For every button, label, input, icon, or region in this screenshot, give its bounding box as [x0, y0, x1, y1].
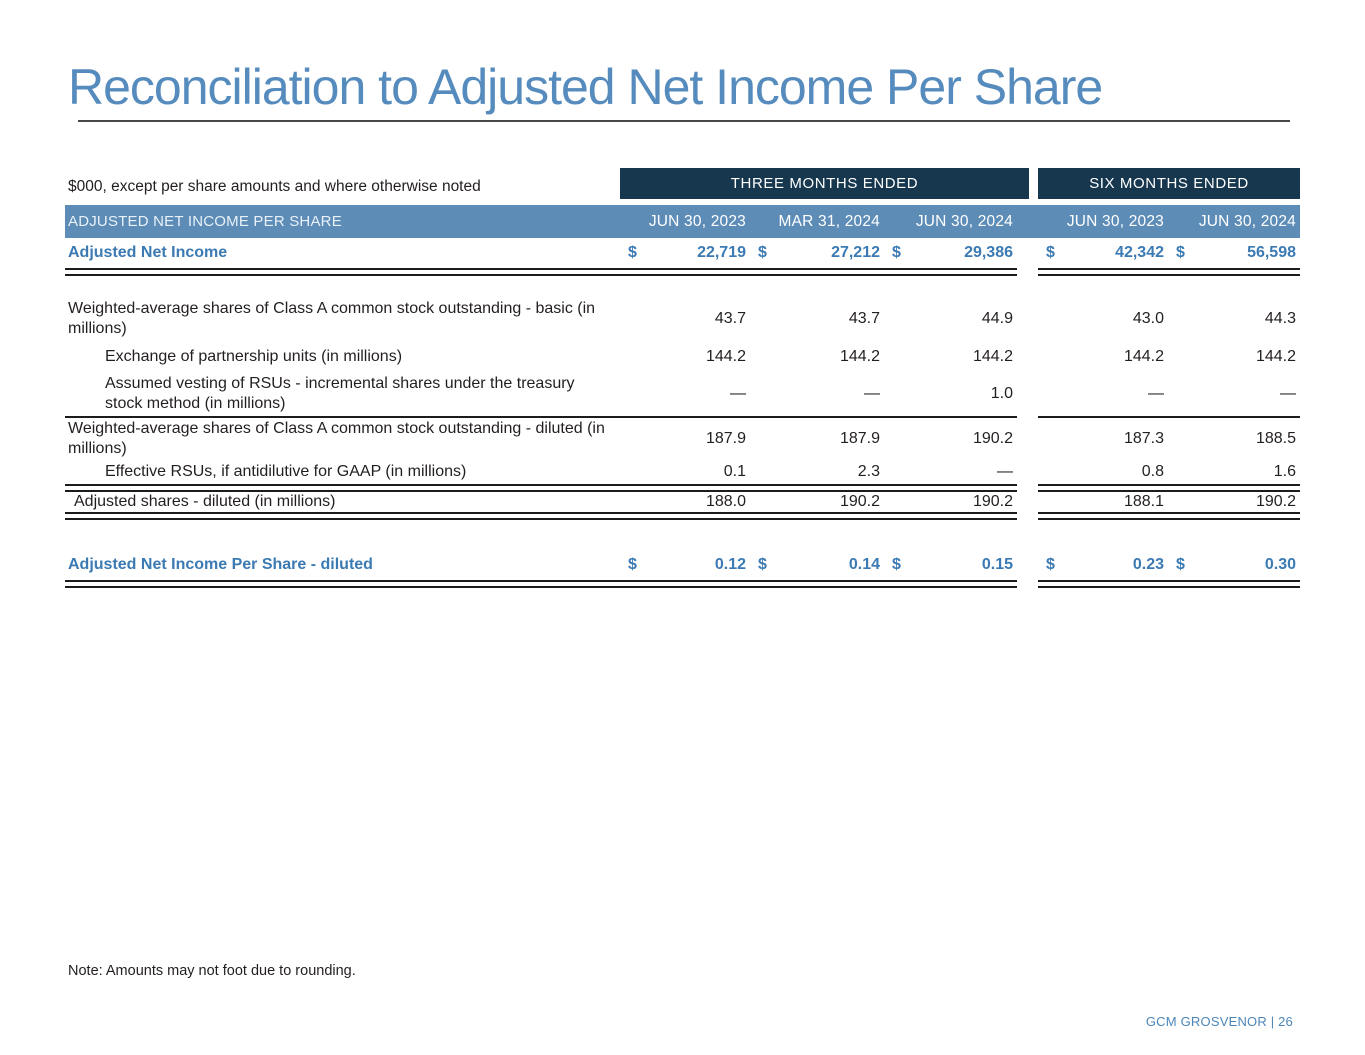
- row-label: Exchange of partnership units (in millions): [105, 347, 403, 365]
- table-cell: [620, 244, 750, 262]
- cell-value: 190.2: [839, 493, 880, 510]
- cell-value: 190.2: [1255, 493, 1296, 510]
- currency-symbol: $: [758, 244, 767, 261]
- row-exchange-units: [65, 342, 1300, 372]
- cell-value: 0.15: [981, 556, 1013, 573]
- row-label: Weighted-average shares of Class A common stock outstanding - basic (in millions): [68, 299, 596, 337]
- currency-symbol: $: [758, 556, 767, 573]
- table-cell: [1168, 556, 1300, 574]
- double-rule: [65, 268, 1300, 276]
- cell-value: 0.30: [1264, 556, 1296, 573]
- table-cell: [884, 244, 1017, 262]
- double-rule: [65, 580, 1300, 588]
- row-adjusted-shares-diluted: [65, 492, 1300, 512]
- cell-value: 0.8: [1141, 463, 1164, 480]
- row-basic-shares: [65, 296, 1300, 342]
- cell-value: 44.9: [981, 310, 1013, 327]
- page-title: Reconciliation to Adjusted Net Income Per Share: [68, 59, 1103, 115]
- column-header: JUN 30, 2024: [1198, 212, 1296, 230]
- cell-value: 43.0: [1132, 310, 1164, 327]
- row-label: Adjusted Net Income Per Share - diluted: [68, 555, 373, 573]
- cell-value: 0.23: [1132, 556, 1164, 573]
- currency-symbol: $: [892, 556, 901, 573]
- cell-value: 44.3: [1264, 310, 1296, 327]
- currency-symbol: $: [892, 244, 901, 261]
- currency-symbol: $: [1176, 244, 1185, 261]
- cell-value: 2.3: [857, 463, 880, 480]
- column-header: MAR 31, 2024: [778, 212, 880, 230]
- table-cell: [1038, 244, 1168, 262]
- cell-value: 56,598: [1247, 244, 1296, 261]
- reconciliation-table: [65, 168, 1300, 588]
- cell-value: 27,212: [831, 244, 880, 261]
- column-header: JUN 30, 2023: [1066, 212, 1164, 230]
- currency-symbol: $: [628, 244, 637, 261]
- cell-value: 22,719: [697, 244, 746, 261]
- cell-value: 190.2: [972, 430, 1013, 447]
- table-header-groups: [65, 168, 1300, 199]
- cell-value: 1.0: [990, 385, 1013, 402]
- cell-value: —: [1148, 385, 1164, 402]
- cell-value: 144.2: [839, 348, 880, 365]
- cell-value: 188.5: [1255, 430, 1296, 447]
- table-cell: [1168, 244, 1300, 262]
- row-label: Effective RSUs, if antidilutive for GAAP (in millions): [105, 462, 467, 480]
- cell-value: 144.2: [1255, 348, 1296, 365]
- cell-value: 43.7: [714, 310, 746, 327]
- cell-value: 187.3: [1123, 430, 1164, 447]
- table-cell: [884, 556, 1017, 574]
- row-label: Assumed vesting of RSUs - incremental shares under the treasury stock method (in millions): [105, 374, 575, 412]
- cell-value: —: [864, 385, 880, 402]
- row-eps-diluted: [65, 550, 1300, 580]
- currency-symbol: $: [1046, 556, 1055, 573]
- cell-value: —: [1280, 385, 1296, 402]
- cell-value: 144.2: [1123, 348, 1164, 365]
- page-footer: GCM GROSVENOR | 26: [1145, 1014, 1293, 1029]
- currency-symbol: $: [1176, 556, 1185, 573]
- cell-value: 0.1: [723, 463, 746, 480]
- cell-value: 42,342: [1115, 244, 1164, 261]
- cell-value: 0.12: [714, 556, 746, 573]
- column-header: JUN 30, 2023: [648, 212, 746, 230]
- rounding-note: Note: Amounts may not foot due to rounding.: [68, 963, 356, 979]
- table-cell: [750, 244, 884, 262]
- cell-value: 144.2: [705, 348, 746, 365]
- group-header-six-months: SIX MONTHS ENDED: [1038, 168, 1300, 199]
- cell-value: 43.7: [848, 310, 880, 327]
- table-cell: [1038, 556, 1168, 574]
- cell-value: 0.14: [848, 556, 880, 573]
- column-header: JUN 30, 2024: [915, 212, 1013, 230]
- cell-value: 29,386: [964, 244, 1013, 261]
- currency-symbol: $: [628, 556, 637, 573]
- row-effective-rsus: [65, 460, 1300, 484]
- row-diluted-shares: [65, 418, 1300, 460]
- cell-value: 188.1: [1123, 493, 1164, 510]
- table-cell: [750, 556, 884, 574]
- cell-value: 1.6: [1273, 463, 1296, 480]
- row-label: Adjusted shares - diluted (in millions): [74, 492, 336, 510]
- table-header-columns: [65, 205, 1300, 238]
- group-header-three-months: THREE MONTHS ENDED: [620, 168, 1029, 199]
- cell-value: 187.9: [839, 430, 880, 447]
- table-cell: [620, 556, 750, 574]
- currency-symbol: $: [1046, 244, 1055, 261]
- cell-value: —: [730, 385, 746, 402]
- row-adjusted-net-income: [65, 238, 1300, 268]
- section-header: ADJUSTED NET INCOME PER SHARE: [68, 213, 342, 230]
- cell-value: 190.2: [972, 493, 1013, 510]
- row-assumed-vesting: [65, 372, 1300, 416]
- double-rule: [65, 512, 1300, 520]
- cell-value: —: [997, 463, 1013, 480]
- cell-value: 144.2: [972, 348, 1013, 365]
- cell-value: 188.0: [705, 493, 746, 510]
- row-label: Adjusted Net Income: [68, 243, 228, 261]
- title-divider: [78, 120, 1290, 122]
- units-note: $000, except per share amounts and where otherwise noted: [68, 178, 481, 195]
- row-label: Weighted-average shares of Class A common stock outstanding - diluted (in millions): [68, 419, 605, 457]
- cell-value: 187.9: [705, 430, 746, 447]
